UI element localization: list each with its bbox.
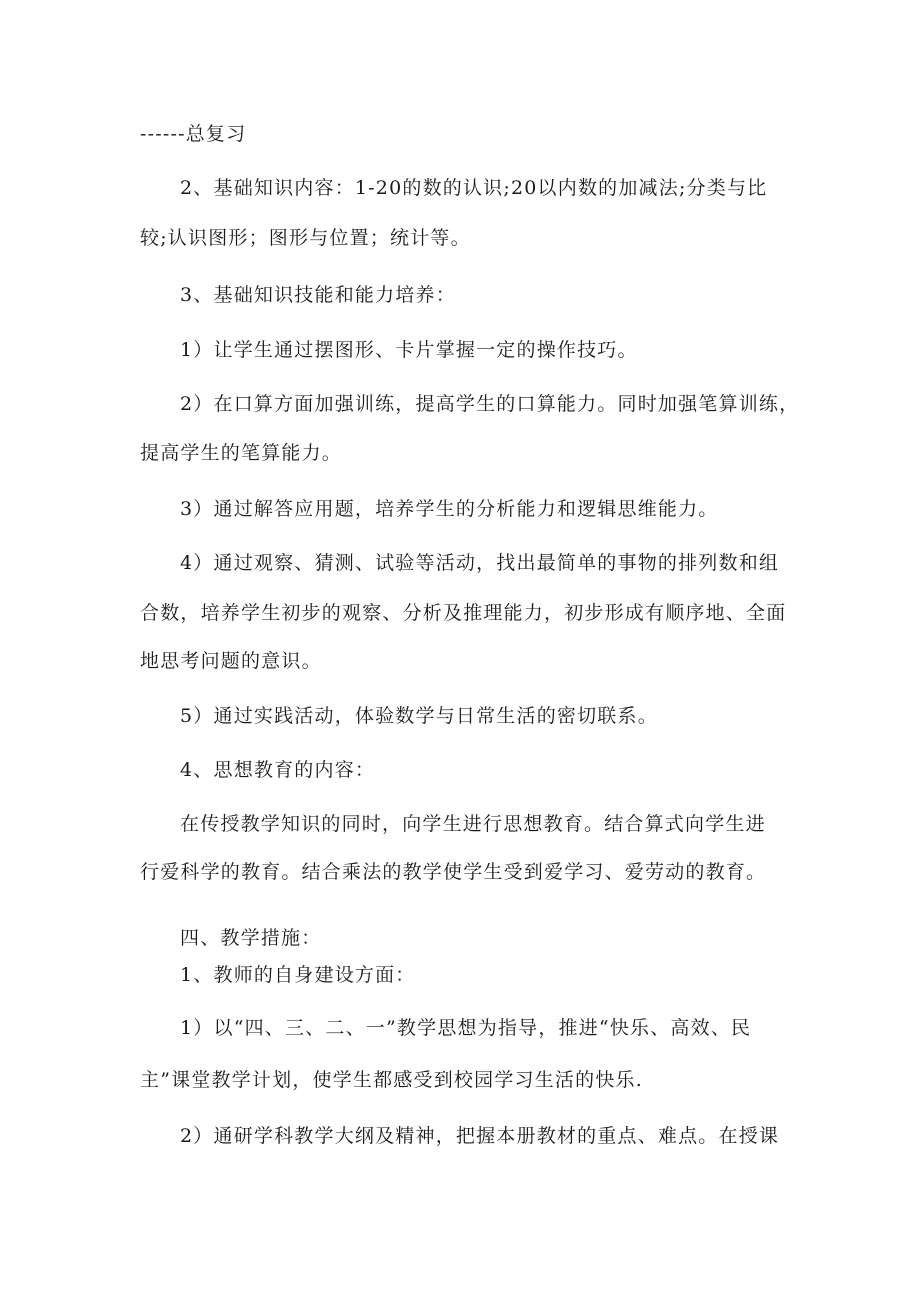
paragraph-line: 2、基础知识内容：1-20的数的认识;20以内数的加减法;分类与比 bbox=[180, 177, 768, 199]
paragraph-heading: 3、基础知识技能和能力培养： bbox=[180, 284, 456, 306]
paragraph-line: 1）以“四、三、二、一”教学思想为指导，推进“快乐、高效、民 bbox=[180, 1017, 752, 1039]
section-title: ------总复习 bbox=[140, 123, 247, 145]
paragraph-heading: 1、教师的自身建设方面： bbox=[180, 964, 416, 986]
paragraph-heading: 4、思想教育的内容： bbox=[180, 759, 376, 781]
paragraph-line: 较;认识图形；图形与位置；统计等。 bbox=[140, 227, 471, 249]
paragraph-line: 合数，培养学生初步的观察、分析及推理能力，初步形成有顺序地、全面 bbox=[140, 602, 787, 624]
paragraph-line: 1）让学生通过摆图形、卡片掌握一定的操作技巧。 bbox=[180, 339, 638, 361]
paragraph-line: 2）在口算方面加强训练，提高学生的口算能力。同时加强笔算训练， bbox=[180, 393, 800, 415]
paragraph-line: 2）通研学科教学大纲及精神，把握本册教材的重点、难点。在授课 bbox=[180, 1125, 780, 1147]
section-heading: 四、教学措施： bbox=[180, 927, 322, 949]
paragraph-line: 3）通过解答应用题，培养学生的分析能力和逻辑思维能力。 bbox=[180, 498, 719, 520]
paragraph-line: 主”课堂教学计划，使学生都感受到校园学习生活的快乐. bbox=[140, 1069, 643, 1091]
paragraph-line: 提高学生的笔算能力。 bbox=[140, 442, 343, 464]
paragraph-line: 在传授教学知识的同时，向学生进行思想教育。结合算式向学生进 bbox=[180, 813, 766, 835]
paragraph-line: 5）通过实践活动，体验数学与日常生活的密切联系。 bbox=[180, 705, 658, 727]
paragraph-line: 行爱科学的教育。结合乘法的教学使学生受到爱学习、爱劳动的教育。 bbox=[140, 861, 767, 883]
paragraph-line: 4）通过观察、猜测、试验等活动，找出最简单的事物的排列数和组 bbox=[180, 552, 780, 574]
paragraph-line: 地思考问题的意识。 bbox=[140, 650, 322, 672]
